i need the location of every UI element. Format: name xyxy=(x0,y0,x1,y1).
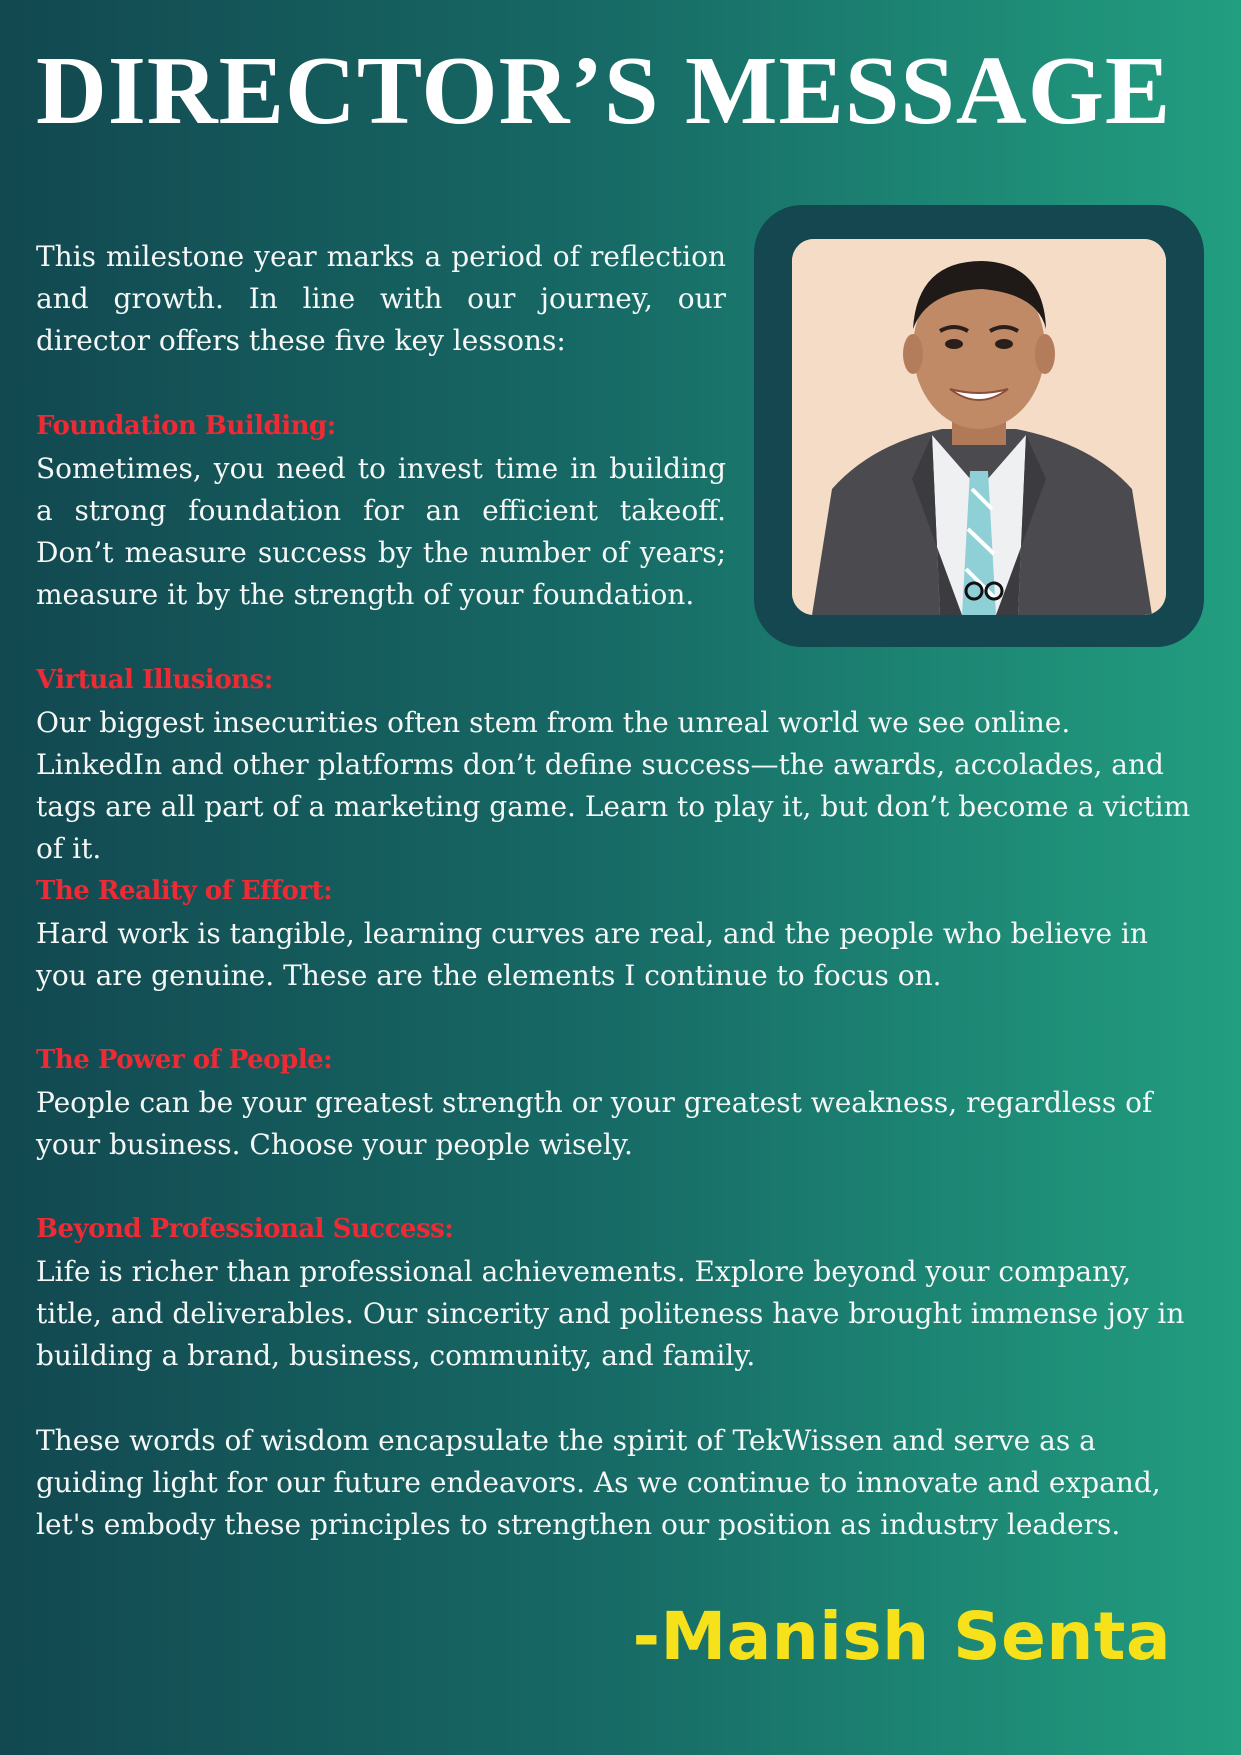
closing-paragraph: These words of wisdom encapsulate the spirit of TekWissen and serve as a guiding light for our future endeavors. As we continue to innovate and expand, let's embody these principles to strengthen our position as industry leaders. xyxy=(36,1424,1161,1541)
lesson-body-virtual-illusions: Our biggest insecurities often stem from the unreal world we see online. LinkedIn and other platforms don’t define success—the awards, accolades, and tags are all part of a marketing game. Learn to play it, but don’t become a victim of it. xyxy=(36,706,1191,865)
director-photo-frame xyxy=(754,205,1204,647)
signature: -Manish Senta xyxy=(632,1598,1171,1675)
lesson-heading-reality-of-effort: The Reality of Effort: xyxy=(36,876,333,906)
lesson-heading-foundation: Foundation Building: xyxy=(36,411,336,441)
director-portrait-illustration xyxy=(792,239,1166,615)
lesson-body-reality-of-effort: Hard work is tangible, learning curves are real, and the people who believe in you are genuine. These are the elements I continue to focus on. xyxy=(36,917,1148,992)
lesson-heading-beyond-success: Beyond Professional Success: xyxy=(36,1214,454,1244)
lesson-body-power-of-people: People can be your greatest strength or your greatest weakness, regardless of your business. Choose your people wisely. xyxy=(36,1086,1153,1161)
lesson-heading-virtual-illusions: Virtual Illusions: xyxy=(36,665,273,695)
page-title: DIRECTOR’S MESSAGE xyxy=(36,37,1172,145)
lesson-body-foundation: Sometimes, you need to invest time in building a strong foundation for an efficient takeoff. Don’t measure success by the number of years; measure it by the strength of your foundation. xyxy=(36,452,726,611)
director-photo xyxy=(792,239,1166,615)
lesson-heading-power-of-people: The Power of People: xyxy=(36,1045,333,1075)
intro-paragraph: This milestone year marks a period of reflection and growth. In line with our journey, our director offers these five key lessons: xyxy=(36,240,726,357)
lesson-body-beyond-success: Life is richer than professional achievements. Explore beyond your company, title, and deliverables. Our sincerity and politeness have brought immense joy in building a brand, business, community, and family. xyxy=(36,1255,1185,1372)
